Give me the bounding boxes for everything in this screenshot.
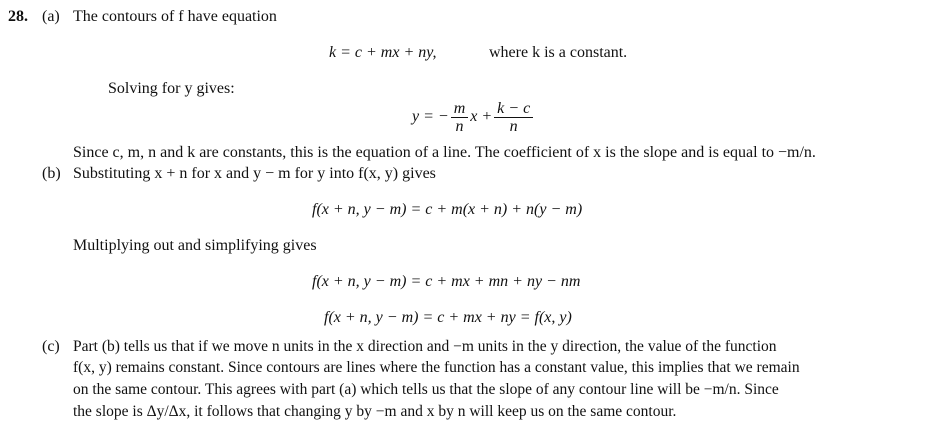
problem-number: 28.	[8, 8, 28, 25]
part-b-equation-2: f(x + n, y − m) = c + mx + mn + ny − nm	[312, 273, 581, 290]
eq2-lhs: y = −	[412, 108, 449, 125]
part-a-label: (a)	[42, 8, 60, 25]
eq2-frac1-numerator: m	[451, 100, 469, 118]
part-a-equation-2	[412, 97, 535, 137]
eq2-fraction-1	[451, 100, 469, 135]
part-b-multiplying-text: Multiplying out and simplifying gives	[73, 237, 317, 254]
part-c-label: (c)	[42, 338, 60, 355]
part-c-line-3: on the same contour. This agrees with part (a) which tells us that the slope of any contour line will be −m/n. Since	[73, 381, 779, 398]
part-c-line-4: the slope is Δy/Δx, it follows that changing y by −m and x by n will keep us on the same contour.	[73, 403, 677, 420]
part-b-intro: Substituting x + n for x and y − m for y into f(x, y) gives	[73, 165, 436, 182]
part-a-equation-1-note: where k is a constant.	[489, 44, 628, 61]
part-a-conclusion: Since c, m, n and k are constants, this is the equation of a line. The coefficient of x is the slope and is equal to −m/n.	[73, 144, 816, 161]
eq2-fraction-2	[494, 100, 533, 135]
eq2-middle: x +	[470, 108, 493, 125]
part-b-label: (b)	[42, 165, 61, 182]
eq2-frac2-denominator: n	[509, 117, 518, 135]
part-b-equation-1: f(x + n, y − m) = c + m(x + n) + n(y − m)	[312, 201, 583, 218]
part-a-intro: The contours of f have equation	[73, 8, 277, 25]
eq2-frac2-numerator: k − c	[494, 100, 533, 118]
part-c-line-2: f(x, y) remains constant. Since contours are lines where the function has a constant value, this implies that we remain	[73, 359, 800, 376]
part-a-solving-text: Solving for y gives:	[108, 80, 235, 97]
eq2-frac1-denominator: n	[455, 117, 464, 135]
part-b-equation-3: f(x + n, y − m) = c + mx + ny = f(x, y)	[324, 309, 572, 326]
part-c-line-1: Part (b) tells us that if we move n units in the x direction and −m units in the y direction, the value of the function	[73, 338, 777, 355]
part-a-equation-1: k = c + mx + ny,	[329, 44, 437, 61]
